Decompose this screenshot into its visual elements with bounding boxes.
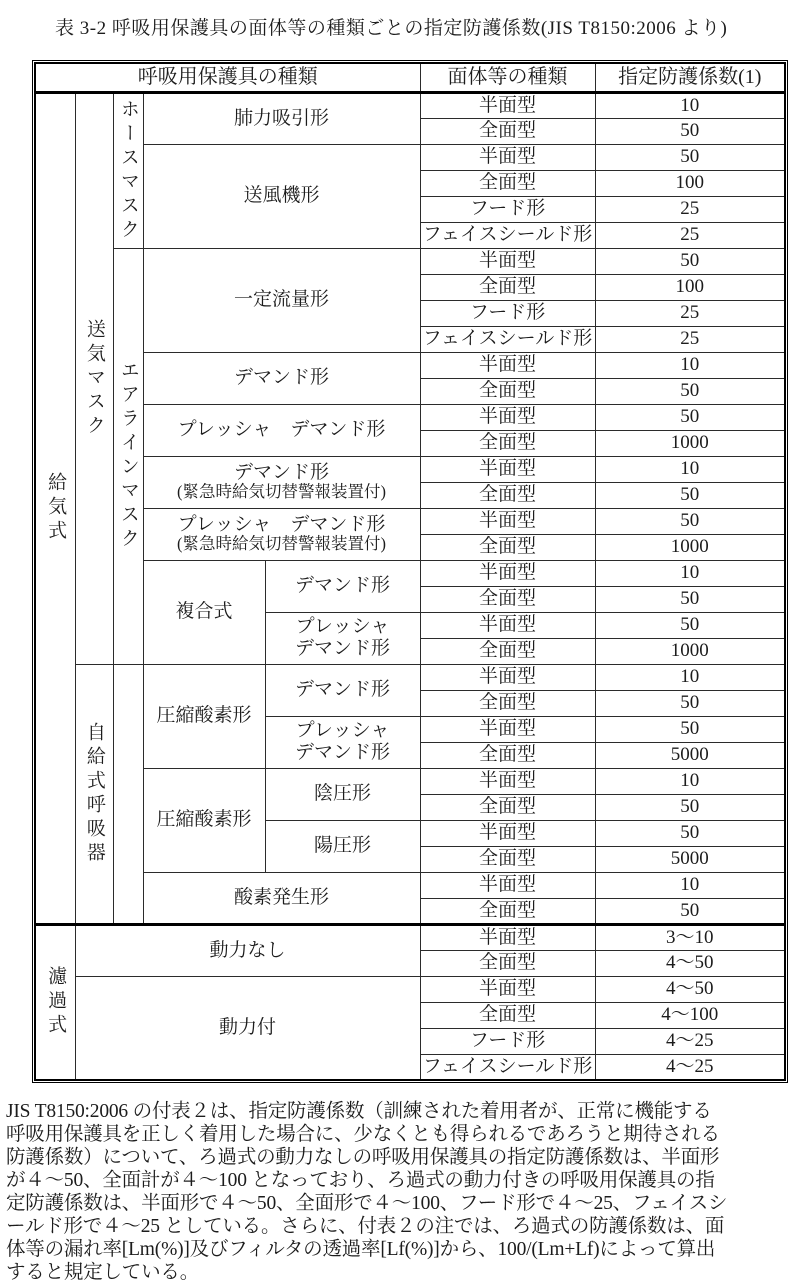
- factor-value: 25: [595, 300, 785, 326]
- group-airline-mask: [113, 248, 143, 664]
- empty-cell: [113, 664, 143, 924]
- factor-value: 10: [595, 872, 785, 898]
- factor-value: 100: [595, 170, 785, 196]
- factor-value: 4～25: [595, 1028, 785, 1054]
- protection-factor-table: [34, 62, 786, 1081]
- face-type: 半面型: [420, 924, 595, 950]
- header-row: [35, 63, 785, 92]
- table-row: [35, 872, 785, 898]
- group-jikyu: [75, 664, 113, 924]
- factor-value: 10: [595, 664, 785, 690]
- factor-value: 50: [595, 508, 785, 534]
- face-type: 全面型: [420, 482, 595, 508]
- table-row: [35, 560, 785, 586]
- type-ittei: 一定流量形: [143, 248, 420, 352]
- header-face: 面体等の種類: [420, 63, 595, 92]
- table-row: [35, 144, 785, 170]
- factor-value: 4～100: [595, 1002, 785, 1028]
- factor-value: 50: [595, 378, 785, 404]
- subtype-inatsu: 陰圧形: [265, 768, 420, 820]
- type-pressure-demand-emergency-line1: プレッシャ デマンド形: [177, 513, 386, 535]
- face-type: 全面型: [420, 118, 595, 144]
- face-type: 半面型: [420, 144, 595, 170]
- face-type: 半面型: [420, 872, 595, 898]
- factor-value: 50: [595, 820, 785, 846]
- face-type: 半面型: [420, 612, 595, 638]
- subtype-pressure-demand: [265, 612, 420, 664]
- face-type: 全面型: [420, 1002, 595, 1028]
- type-pressure-demand-emergency: [143, 508, 420, 560]
- factor-value: 4～25: [595, 1054, 785, 1080]
- table-row: [35, 664, 785, 690]
- face-type: 半面型: [420, 508, 595, 534]
- type-sanso-hassei: 酸素発生形: [143, 872, 420, 924]
- face-type: 全面型: [420, 430, 595, 456]
- factor-value: 50: [595, 404, 785, 430]
- type-demand-emergency-line1: デマンド形: [234, 461, 330, 483]
- type-fukugo: 複合式: [143, 560, 265, 664]
- face-type: 半面型: [420, 456, 595, 482]
- paragraph-line: 呼吸用保護具を正しく着用した場合に、少なくとも得られるであろうと期待される: [6, 1124, 720, 1145]
- group-soki-mask: [75, 92, 113, 664]
- group-rokashiki: [35, 924, 75, 1080]
- paragraph-line: ールド形で４～25 としている。さらに、付表２の注では、ろ過式の防護係数は、面: [6, 1216, 725, 1237]
- face-type: 半面型: [420, 92, 595, 118]
- paragraph-line: すると規定している。: [6, 1262, 200, 1281]
- table-row: [35, 352, 785, 378]
- type-demand-emergency: [143, 456, 420, 508]
- factor-value: 50: [595, 612, 785, 638]
- face-type: 半面型: [420, 560, 595, 586]
- face-type: 全面型: [420, 638, 595, 664]
- factor-value: 50: [595, 144, 785, 170]
- paragraph-line: が４～50、全面計が４～100 となっており、ろ過式の動力付きの呼吸用保護具の指: [6, 1170, 715, 1191]
- type-asshuku-sanso-1: 圧縮酸素形: [143, 664, 265, 768]
- factor-value: 50: [595, 248, 785, 274]
- face-type: フェイスシールド形: [420, 326, 595, 352]
- factor-value: 50: [595, 794, 785, 820]
- face-type: 半面型: [420, 820, 595, 846]
- face-type: 全面型: [420, 378, 595, 404]
- face-type: 半面型: [420, 352, 595, 378]
- table-row: [35, 768, 785, 794]
- type-power-with: 動力付: [75, 976, 420, 1080]
- face-type: 全面型: [420, 794, 595, 820]
- table-row: [35, 92, 785, 118]
- face-type: フード形: [420, 1028, 595, 1054]
- face-type: フード形: [420, 300, 595, 326]
- group-kyukishiki-label: 給気式: [45, 472, 67, 544]
- factor-value: 25: [595, 222, 785, 248]
- face-type: 半面型: [420, 664, 595, 690]
- factor-value: 10: [595, 92, 785, 118]
- subtype-pressure-demand: [265, 716, 420, 768]
- face-type: 全面型: [420, 690, 595, 716]
- group-rokashiki-label: 濾過式: [45, 966, 67, 1039]
- face-type: 全面型: [420, 742, 595, 768]
- face-type: フェイスシールド形: [420, 222, 595, 248]
- face-type: 半面型: [420, 976, 595, 1002]
- factor-value: 50: [595, 898, 785, 924]
- face-type: 半面型: [420, 768, 595, 794]
- factor-value: 4～50: [595, 976, 785, 1002]
- factor-value: 1000: [595, 534, 785, 560]
- factor-value: 5000: [595, 742, 785, 768]
- face-type: フェイスシールド形: [420, 1054, 595, 1080]
- factor-value: 10: [595, 456, 785, 482]
- group-airline-mask-label: エアラインマスク: [117, 360, 139, 552]
- type-demand-emergency-line2: (緊急時給気切替警報装置付): [177, 482, 387, 502]
- paragraph-line: JIS T8150:2006 の付表２は、指定防護係数（訓練された着用者が、正常に機能する: [6, 1101, 712, 1122]
- face-type: 半面型: [420, 404, 595, 430]
- factor-value: 10: [595, 768, 785, 794]
- paragraph-line: 防護係数）について、ろ過式の動力なしの呼吸用保護具の指定防護係数は、半面形: [6, 1147, 720, 1168]
- factor-value: 50: [595, 118, 785, 144]
- group-kyukishiki: [35, 92, 75, 924]
- table-title: 表 3-2 呼吸用保護具の面体等の種類ごとの指定防護係数(JIS T8150:2006 より): [55, 18, 728, 39]
- table-row: [35, 248, 785, 274]
- subtype-demand: デマンド形: [265, 560, 420, 612]
- type-power-none: 動力なし: [75, 924, 420, 976]
- factor-value: 50: [595, 690, 785, 716]
- table-row: [35, 456, 785, 482]
- subtype-pressure-demand-line2: デマンド形: [295, 638, 391, 659]
- factor-value: 1000: [595, 638, 785, 664]
- table-row: [35, 924, 785, 950]
- factor-value: 10: [595, 352, 785, 378]
- factor-value: 5000: [595, 846, 785, 872]
- subtype-pressure-demand-line2: デマンド形: [295, 742, 391, 763]
- paragraph-line: 体等の漏れ率[Lm(%)]及びフィルタの透過率[Lf(%)]から、100/(Lm+Lf)によって算出: [6, 1239, 716, 1260]
- factor-value: 3～10: [595, 924, 785, 950]
- group-jikyu-label: 自給式呼吸器: [83, 721, 105, 866]
- table-row: [35, 404, 785, 430]
- face-type: 全面型: [420, 898, 595, 924]
- face-type: 全面型: [420, 586, 595, 612]
- factor-value: 4～50: [595, 950, 785, 976]
- factor-value: 100: [595, 274, 785, 300]
- factor-value: 25: [595, 326, 785, 352]
- explanatory-paragraph: [6, 1100, 806, 1281]
- type-asshuku-sanso-2: 圧縮酸素形: [143, 768, 265, 872]
- group-hose-mask-label: ホースマスク: [117, 98, 139, 243]
- face-type: 全面型: [420, 534, 595, 560]
- type-demand: デマンド形: [143, 352, 420, 404]
- subtype-yoatsu: 陽圧形: [265, 820, 420, 872]
- factor-value: 10: [595, 560, 785, 586]
- factor-value: 1000: [595, 430, 785, 456]
- subtype-pressure-demand-line1: プレッシャ: [295, 720, 390, 742]
- face-type: フード形: [420, 196, 595, 222]
- face-type: 半面型: [420, 716, 595, 742]
- factor-value: 25: [595, 196, 785, 222]
- face-type: 半面型: [420, 248, 595, 274]
- subtype-demand: デマンド形: [265, 664, 420, 716]
- type-pressure-demand-emergency-line2: (緊急時給気切替警報装置付): [177, 534, 387, 554]
- type-pressure-demand: プレッシャ デマンド形: [143, 404, 420, 456]
- type-sofuki: 送風機形: [143, 144, 420, 248]
- table-row: [35, 508, 785, 534]
- face-type: 全面型: [420, 274, 595, 300]
- subtype-pressure-demand-line1: プレッシャ: [295, 616, 390, 638]
- paragraph-line: 定防護係数は、半面形で４～50、全面形で４～100、フード形で４～25、フェイスシ: [6, 1193, 728, 1214]
- factor-value: 50: [595, 716, 785, 742]
- group-hose-mask: [113, 92, 143, 248]
- header-factor: 指定防護係数(1): [595, 63, 785, 92]
- header-kind: 呼吸用保護具の種類: [35, 63, 420, 92]
- factor-value: 50: [595, 586, 785, 612]
- face-type: 全面型: [420, 846, 595, 872]
- type-hairyoku: 肺力吸引形: [143, 92, 420, 144]
- face-type: 全面型: [420, 170, 595, 196]
- face-type: 全面型: [420, 950, 595, 976]
- table-row: [35, 976, 785, 1002]
- factor-value: 50: [595, 482, 785, 508]
- group-soki-mask-label: 送気マスク: [83, 318, 105, 439]
